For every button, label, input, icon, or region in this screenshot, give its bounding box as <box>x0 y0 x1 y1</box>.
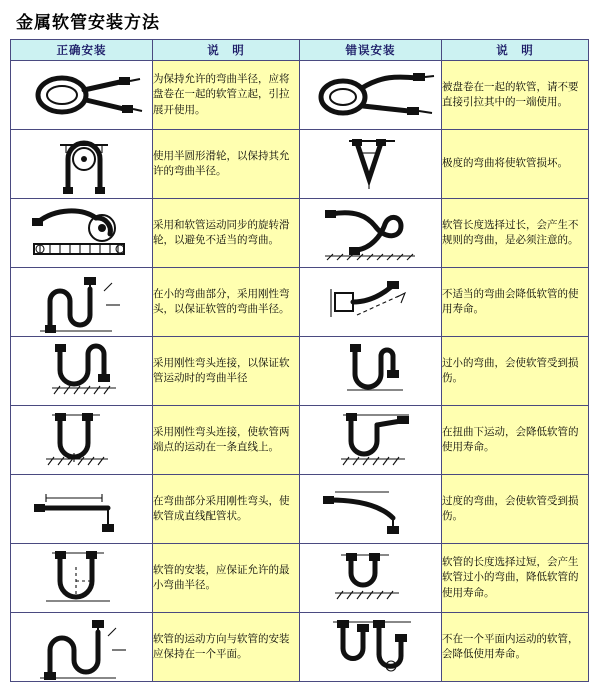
header-wrong-description: 说 明 <box>442 40 589 61</box>
hose-sharp-v-bend-icon <box>305 133 437 195</box>
wrong-illustration <box>300 337 442 406</box>
coiled-hose-pulled-straight-icon <box>305 64 437 126</box>
wrong-description: 过度的弯曲，会使软管受到损伤。 <box>442 475 589 544</box>
short-length-small-bend-radius-icon <box>305 547 437 609</box>
excessive-bend-straight-run-icon <box>305 478 437 540</box>
correct-description: 采用和软管运动同步的旋转滑轮，以避免不适当的弯曲。 <box>153 199 300 268</box>
correct-description: 软管的运动方向与软管的安装应保持在一个平面。 <box>153 613 300 682</box>
wrong-illustration <box>300 406 442 475</box>
rigid-elbow-connection-u-loop-icon <box>16 340 148 402</box>
correct-illustration <box>11 613 153 682</box>
too-small-bend-radius-j-loop-icon <box>305 340 437 402</box>
table-row <box>11 199 589 268</box>
rigid-elbow-straight-pipe-layout-icon <box>16 478 148 540</box>
wrong-description: 过小的弯曲，会使软管受到损伤。 <box>442 337 589 406</box>
correct-description: 使用半圆形滑轮，以保持其允许的弯曲半径。 <box>153 130 300 199</box>
table-row <box>11 130 589 199</box>
correct-illustration <box>11 406 153 475</box>
hose-too-long-irregular-loop-icon <box>305 202 437 264</box>
correct-illustration <box>11 475 153 544</box>
rigid-elbows-both-ends-straight-line-icon <box>16 409 148 471</box>
improper-bend-at-fitting-icon <box>305 271 437 333</box>
correct-illustration <box>11 337 153 406</box>
table-row <box>11 406 589 475</box>
table-row <box>11 544 589 613</box>
wrong-illustration <box>300 130 442 199</box>
wrong-description: 不在一个平面内运动的软管，会降低使用寿命。 <box>442 613 589 682</box>
motion-direction-same-plane-icon <box>16 614 148 680</box>
correct-description: 为保持允许的弯曲半径，应将盘卷在一起的软管立起，引拉展开使用。 <box>153 61 300 130</box>
header-correct-install: 正确安装 <box>11 40 153 61</box>
correct-description: 软管的安装，应保证允许的最小弯曲半径。 <box>153 544 300 613</box>
wrong-description: 软管长度选择过长，会产生不规则的弯曲，是必须注意的。 <box>442 199 589 268</box>
coiled-hose-flat-coil-icon <box>16 64 148 126</box>
correct-description: 采用刚性弯头连接，使软管两端点的运动在一条直线上。 <box>153 406 300 475</box>
rigid-elbow-at-small-bend-icon <box>16 271 148 333</box>
page-title: 金属软管安装方法 <box>16 13 160 33</box>
table-row <box>11 337 589 406</box>
correct-illustration <box>11 544 153 613</box>
table-row <box>11 61 589 130</box>
table-row <box>11 268 589 337</box>
twisting-motion-u-hose-icon <box>305 409 437 471</box>
header-correct-description: 说 明 <box>153 40 300 61</box>
wrong-description: 极度的弯曲将使软管损坏。 <box>442 130 589 199</box>
correct-illustration <box>11 268 153 337</box>
table-row <box>11 475 589 544</box>
hose-over-semicircular-pulley-icon <box>16 133 148 195</box>
correct-illustration <box>11 130 153 199</box>
correct-description: 在弯曲部分采用刚性弯头，使软管成直线配管状。 <box>153 475 300 544</box>
wrong-description: 不适当的弯曲会降低软管的使用寿命。 <box>442 268 589 337</box>
wrong-description: 在扭曲下运动，会降低软管的使用寿命。 <box>442 406 589 475</box>
wrong-illustration <box>300 268 442 337</box>
wrong-illustration <box>300 544 442 613</box>
table-row <box>11 613 589 682</box>
correct-description: 在小的弯曲部分，采用刚性弯头，以保证软管的弯曲半径。 <box>153 268 300 337</box>
wrong-illustration <box>300 61 442 130</box>
correct-illustration <box>11 199 153 268</box>
wrong-illustration <box>300 199 442 268</box>
correct-description: 采用刚性弯头连接，以保证软管运动时的弯曲半径 <box>153 337 300 406</box>
table-header-row <box>11 40 589 61</box>
minimum-bend-radius-u-install-icon <box>16 547 148 609</box>
wrong-illustration <box>300 613 442 682</box>
wrong-illustration <box>300 475 442 544</box>
correct-illustration <box>11 61 153 130</box>
motion-out-of-plane-icon <box>305 614 437 680</box>
wrong-description: 被盘卷在一起的软管，请不要直接引拉其中的一端使用。 <box>442 61 589 130</box>
installation-methods-table <box>10 39 589 682</box>
hose-on-synchronized-rotating-sheave-icon <box>16 202 148 264</box>
wrong-description: 软管的长度选择过短，会产生软管过小的弯曲，降低软管的使用寿命。 <box>442 544 589 613</box>
header-wrong-install: 错误安装 <box>300 40 442 61</box>
